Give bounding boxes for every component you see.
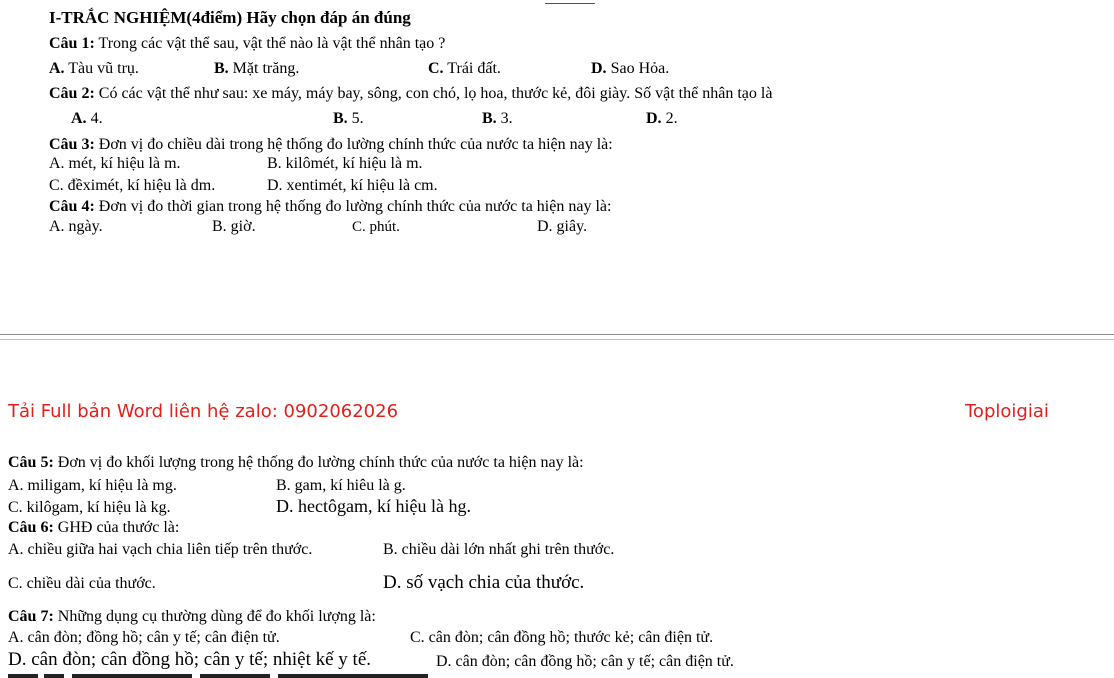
q3-option-a: A. mét, kí hiệu là m. bbox=[49, 155, 181, 172]
q2-option-b: B. 5. bbox=[333, 110, 364, 127]
page-divider bbox=[0, 334, 1114, 335]
question-2 bbox=[49, 84, 772, 103]
section-title: I-TRẮC NGHIỆM(4điểm) Hãy chọn đáp án đúng bbox=[49, 8, 411, 27]
contact-banner: Tải Full bản Word liên hệ zalo: 0902062026 bbox=[8, 401, 399, 422]
cut-header-fragment bbox=[545, 0, 595, 4]
question-1-label: Câu 1: bbox=[49, 35, 95, 52]
q7-option-a: A. cân đòn; đồng hồ; cân y tế; cân điện tử. bbox=[8, 629, 280, 646]
question-6 bbox=[8, 518, 179, 537]
question-5 bbox=[8, 453, 584, 472]
q7-option-d2: D. cân đòn; cân đồng hồ; cân y tế; cân điện tử. bbox=[436, 653, 734, 670]
q1-option-b: B. Mặt trăng. bbox=[214, 60, 300, 77]
question-2-label: Câu 2: bbox=[49, 85, 95, 102]
q6-option-c: C. chiều dài của thước. bbox=[8, 575, 156, 592]
question-5-text: Đơn vị đo khối lượng trong hệ thống đo lường chính thức của nước ta hiện nay là: bbox=[57, 454, 584, 471]
q5-option-c: C. kilôgam, kí hiệu là kg. bbox=[8, 499, 171, 516]
question-1-text: Trong các vật thể sau, vật thể nào là vật thể nhân tạo ? bbox=[98, 35, 446, 52]
question-3-text: Đơn vị đo chiều dài trong hệ thống đo lường chính thức của nước ta hiện nay là: bbox=[98, 136, 613, 153]
q4-option-b: B. giờ. bbox=[212, 218, 256, 235]
q7-option-c: C. cân đòn; cân đồng hồ; thước kẻ; cân điện tử. bbox=[410, 629, 714, 646]
q3-option-d: D. xentimét, kí hiệu là cm. bbox=[267, 177, 438, 194]
q2-option-a: A. 4. bbox=[71, 110, 103, 127]
question-6-label: Câu 6: bbox=[8, 519, 54, 536]
q6-option-b: B. chiều dài lớn nhất ghi trên thước. bbox=[383, 541, 615, 558]
question-3 bbox=[49, 135, 613, 154]
question-7-text: Những dụng cụ thường dùng để đo khối lượng là: bbox=[57, 608, 376, 625]
question-7-label: Câu 7: bbox=[8, 608, 54, 625]
question-4-label: Câu 4: bbox=[49, 198, 95, 215]
q4-option-a: A. ngày. bbox=[49, 218, 103, 235]
q2-option-c: B. 3. bbox=[482, 110, 513, 127]
q4-option-d: D. giây. bbox=[537, 218, 588, 235]
q3-option-b: B. kilômét, kí hiệu là m. bbox=[267, 155, 423, 172]
cut-off-next-line bbox=[0, 674, 1114, 678]
q3-option-c: C. đềximét, kí hiệu là dm. bbox=[49, 177, 216, 194]
question-2-text: Có các vật thể như sau: xe máy, máy bay, sông, con chó, lọ hoa, thước kẻ, đôi giày. Số vật thể nhân tạo là bbox=[98, 85, 773, 102]
q1-option-c: C. Trái đất. bbox=[428, 60, 501, 77]
question-7 bbox=[8, 607, 376, 626]
question-6-text: GHĐ của thước là: bbox=[57, 519, 180, 536]
q6-option-d: D. số vạch chia của thước. bbox=[383, 572, 585, 593]
question-1 bbox=[49, 34, 445, 53]
q4-option-c: C. phút. bbox=[352, 219, 400, 235]
question-4 bbox=[49, 197, 611, 216]
q5-option-a: A. miligam, kí hiệu là mg. bbox=[8, 477, 177, 494]
brand-label: Toploigiai bbox=[965, 401, 1049, 422]
q2-option-d: D. 2. bbox=[646, 110, 678, 127]
q6-option-a: A. chiều giữa hai vạch chia liên tiếp trên thước. bbox=[8, 541, 313, 558]
q1-option-d: D. Sao Hỏa. bbox=[591, 60, 670, 77]
q5-option-d: D. hectôgam, kí hiệu là hg. bbox=[276, 496, 471, 516]
question-4-text: Đơn vị đo thời gian trong hệ thống đo lường chính thức của nước ta hiện nay là: bbox=[98, 198, 612, 215]
q7-option-d1: D. cân đòn; cân đồng hồ; cân y tế; nhiệt kế y tế. bbox=[8, 649, 372, 670]
q5-option-b: B. gam, kí hiêu là g. bbox=[276, 477, 406, 494]
page-divider-shadow bbox=[0, 339, 1114, 340]
question-3-label: Câu 3: bbox=[49, 136, 95, 153]
question-5-label: Câu 5: bbox=[8, 454, 54, 471]
q1-option-a: A. Tàu vũ trụ. bbox=[49, 60, 139, 77]
